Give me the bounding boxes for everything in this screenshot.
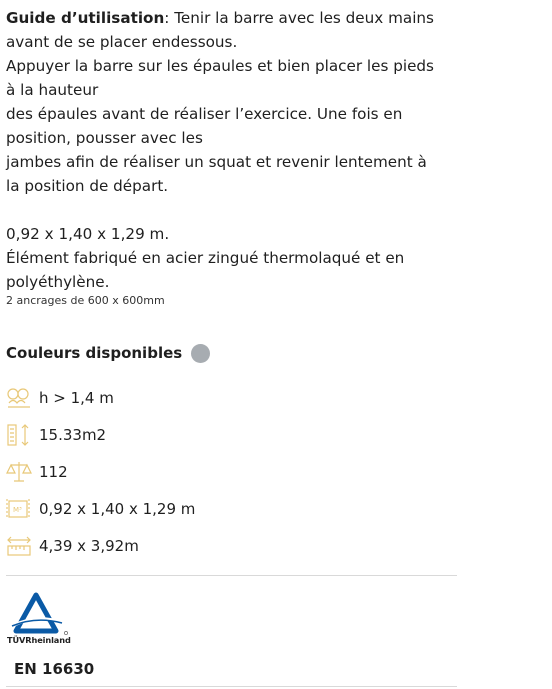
guide-line: : Tenir la barre avec les deux mains xyxy=(164,9,434,27)
guide-line: jambes afin de réaliser un squat et revenir lentement à xyxy=(6,153,427,171)
spec-value: 4,39 x 3,92m xyxy=(39,537,139,555)
spec-footprint xyxy=(5,532,139,560)
tuv-logo-text: TÜVRheinland xyxy=(7,635,71,645)
spec-value: 112 xyxy=(39,463,68,481)
colors-label: Couleurs disponibles xyxy=(6,344,183,362)
svg-text:M³: M³ xyxy=(13,506,22,514)
fall-height-icon xyxy=(5,385,33,411)
guide-line: avant de se placer endessous. xyxy=(6,33,238,51)
color-swatch-grey[interactable] xyxy=(191,344,210,363)
guide-line: Appuyer la barre sur les épaules et bien placer les pieds xyxy=(6,57,434,75)
tuv-triangle-icon xyxy=(6,592,78,636)
spec-value: 0,92 x 1,40 x 1,29 m xyxy=(39,500,196,518)
guide-line: des épaules avant de réaliser l’exercice. Une fois en xyxy=(6,105,403,123)
divider xyxy=(6,575,457,576)
spec-safety-area xyxy=(5,421,106,449)
guide-heading: Guide d’utilisation xyxy=(6,9,165,27)
usage-guide xyxy=(6,6,466,198)
guide-line: la position de départ. xyxy=(6,177,169,195)
divider xyxy=(6,686,457,687)
dimensions-text: 0,92 x 1,40 x 1,29 m. xyxy=(6,225,170,243)
spec-weight xyxy=(5,458,68,486)
norm-standard: EN 16630 xyxy=(14,660,95,678)
product-description xyxy=(6,222,466,294)
spec-value: h > 1,4 m xyxy=(39,389,114,407)
spec-dimensions xyxy=(5,495,195,523)
guide-line: à la hauteur xyxy=(6,81,99,99)
dimensions-cube-icon xyxy=(5,496,33,522)
spec-value: 15.33m2 xyxy=(39,426,107,444)
footprint-icon xyxy=(5,533,33,559)
guide-line: position, pousser avec les xyxy=(6,129,203,147)
guide-first-line xyxy=(6,6,466,30)
material-text-cont: polyéthylène. xyxy=(6,273,110,291)
available-colors xyxy=(6,342,210,364)
scale-weight-icon xyxy=(5,459,33,485)
anchors-text: 2 ancrages de 600 x 600mm xyxy=(6,294,165,307)
safety-area-icon xyxy=(5,422,33,448)
material-text: Élément fabriqué en acier zingué thermolaqué et en xyxy=(6,249,405,267)
spec-fall-height xyxy=(5,384,114,412)
